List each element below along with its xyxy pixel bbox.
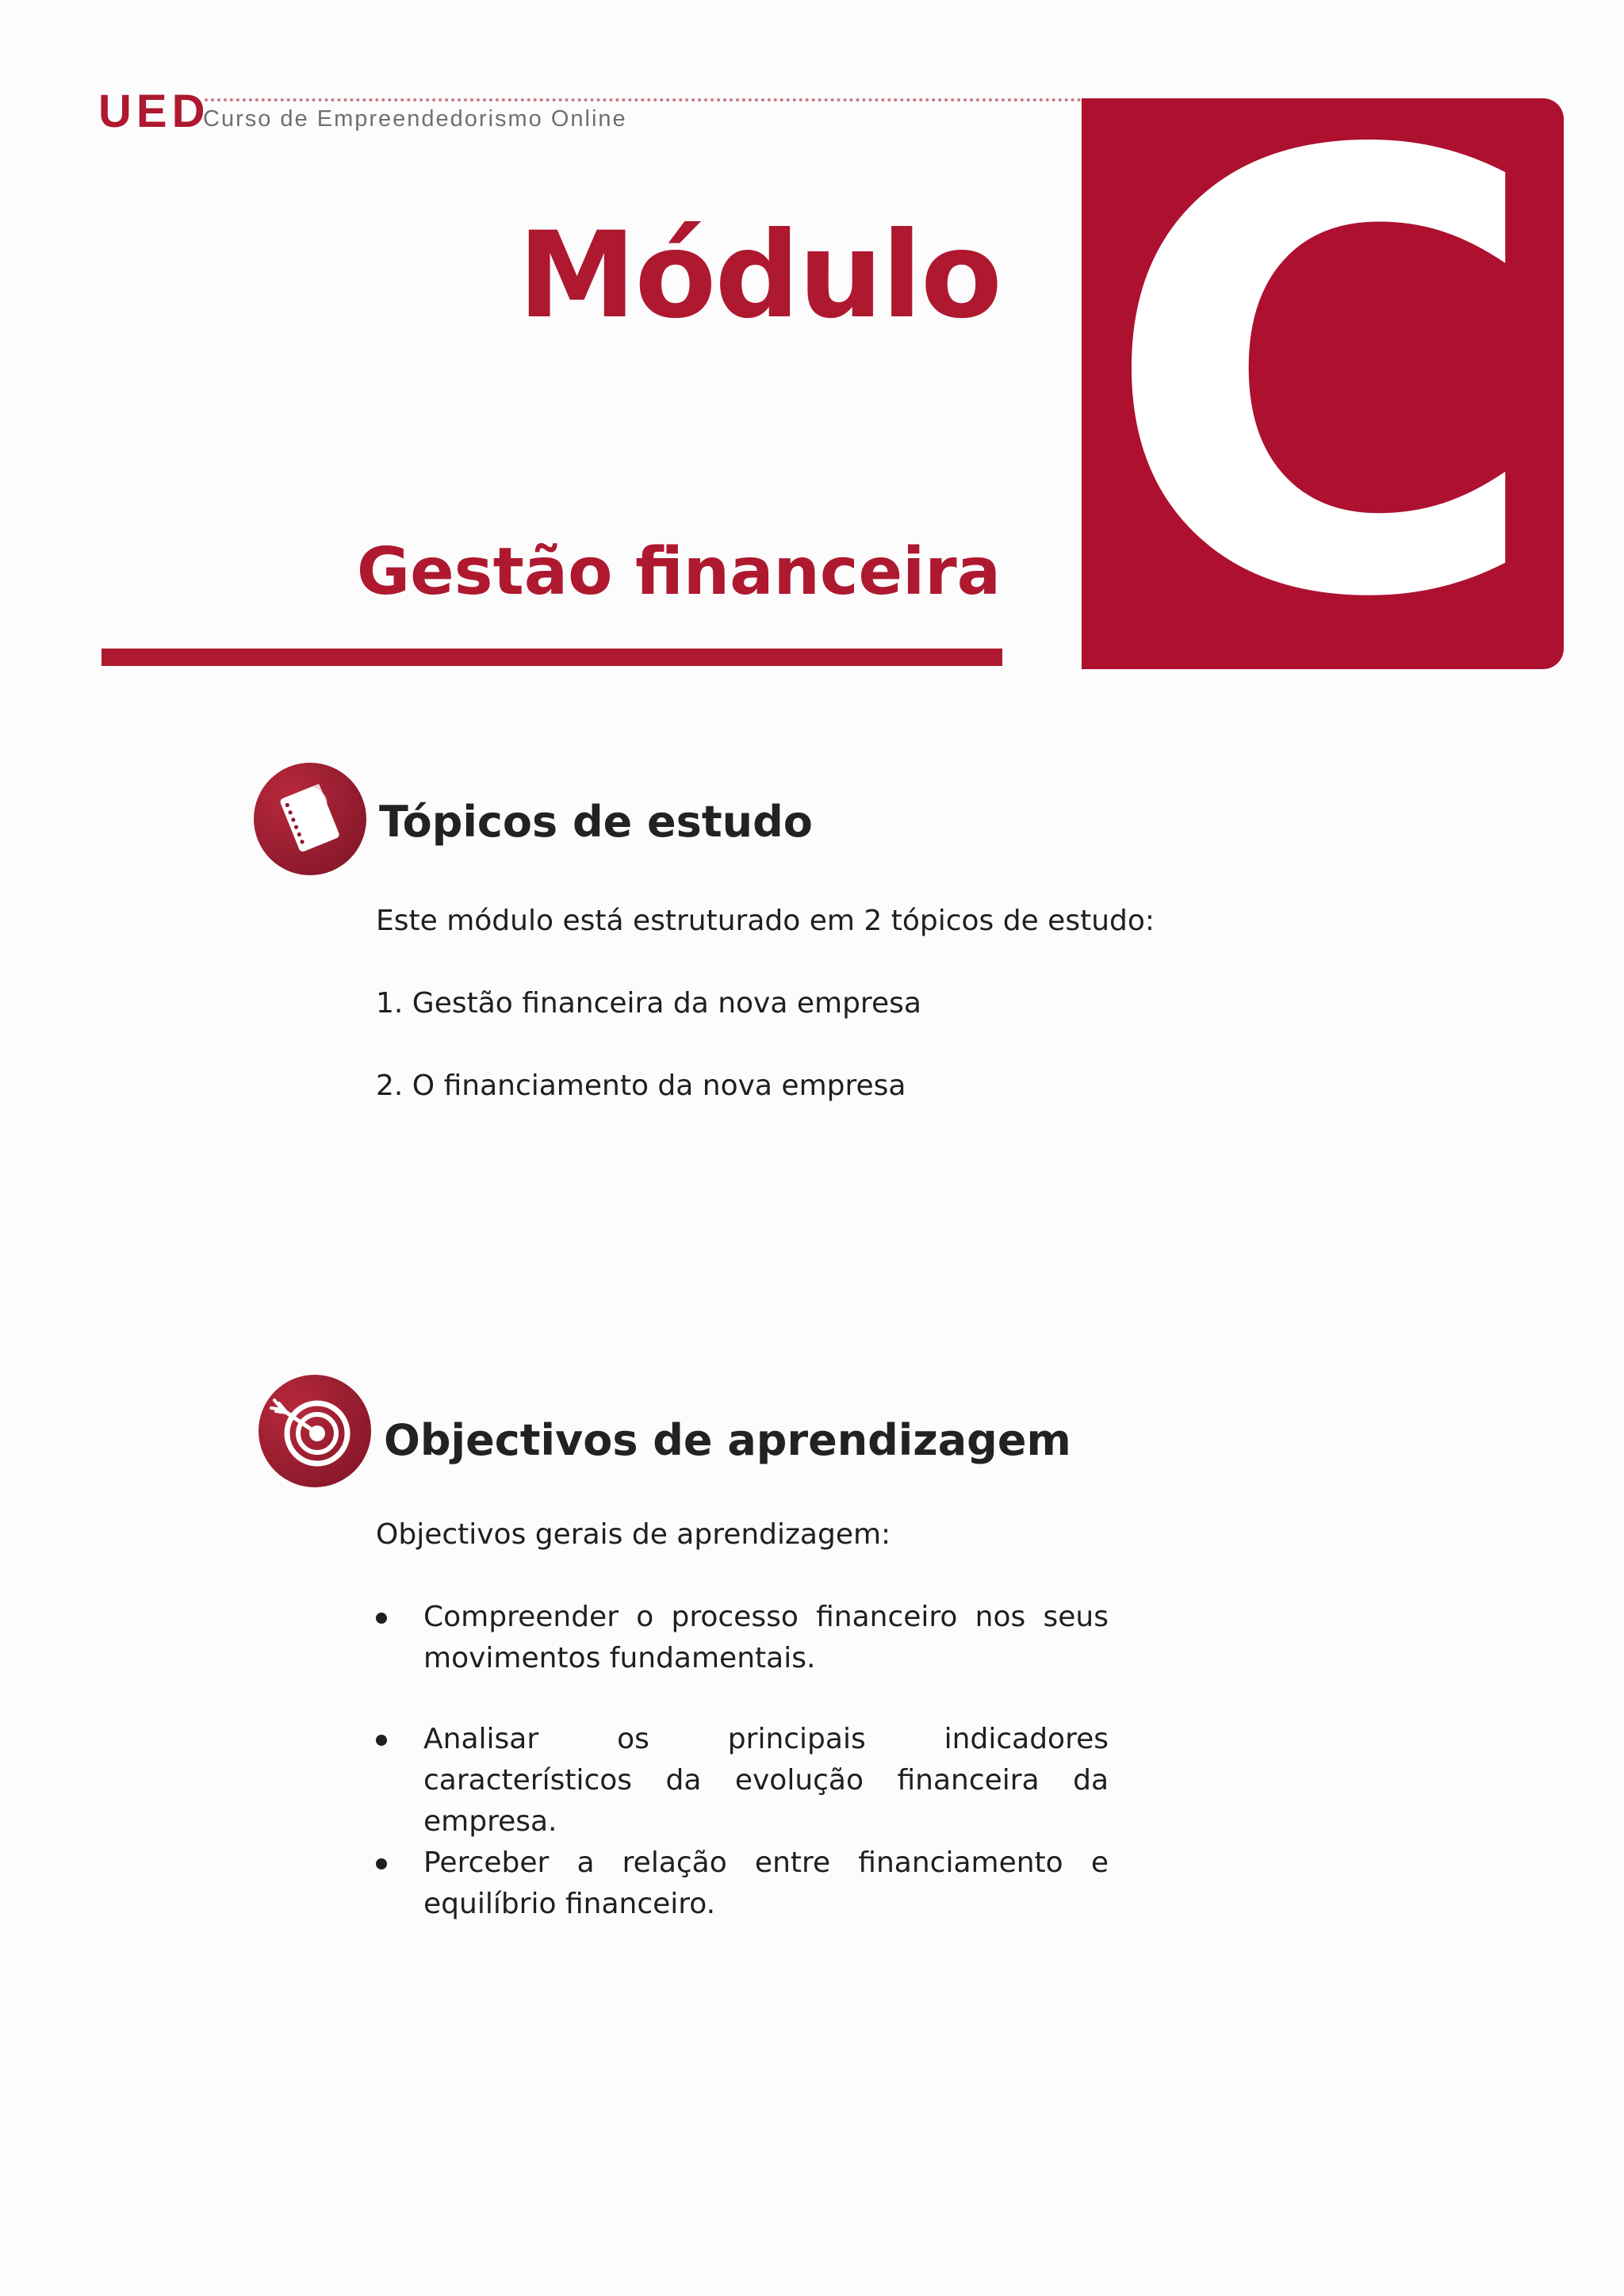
course-name: Curso de Empreendedorismo Online bbox=[203, 106, 627, 132]
topics-heading: Tópicos de estudo bbox=[379, 797, 813, 847]
header-dotted-rule bbox=[205, 98, 1082, 101]
ued-logo: UED bbox=[98, 86, 210, 137]
bullet-dot bbox=[376, 1613, 387, 1624]
module-letter: C bbox=[1101, 98, 1544, 669]
module-title: Módulo bbox=[518, 207, 1001, 345]
objective-item: Compreender o processo financeiro nos seus movimentos fundamentais. bbox=[423, 1601, 1109, 1674]
objective-item: Perceber a relação entre financiamento e equilíbrio financeiro. bbox=[423, 1846, 1109, 1920]
bullet-dot bbox=[376, 1858, 387, 1869]
objectives-heading: Objectivos de aprendizagem bbox=[384, 1415, 1071, 1465]
objectives-intro: Objectivos gerais de aprendizagem: bbox=[376, 1518, 891, 1551]
objective-item: Analisar os principais indicadores característicos da evolução financeira da empresa. bbox=[423, 1723, 1109, 1838]
topic-item: 2. O financiamento da nova empresa bbox=[376, 1070, 906, 1102]
title-underline bbox=[102, 649, 1002, 666]
module-letter-tile bbox=[1082, 98, 1564, 669]
topic-item: 1. Gestão financeira da nova empresa bbox=[376, 987, 921, 1020]
notebook-icon bbox=[254, 763, 366, 875]
target-icon bbox=[259, 1375, 371, 1487]
topics-intro: Este módulo está estruturado em 2 tópicos de estudo: bbox=[376, 905, 1155, 937]
bullet-dot bbox=[376, 1735, 387, 1746]
module-subtitle: Gestão financeira bbox=[356, 534, 1001, 610]
